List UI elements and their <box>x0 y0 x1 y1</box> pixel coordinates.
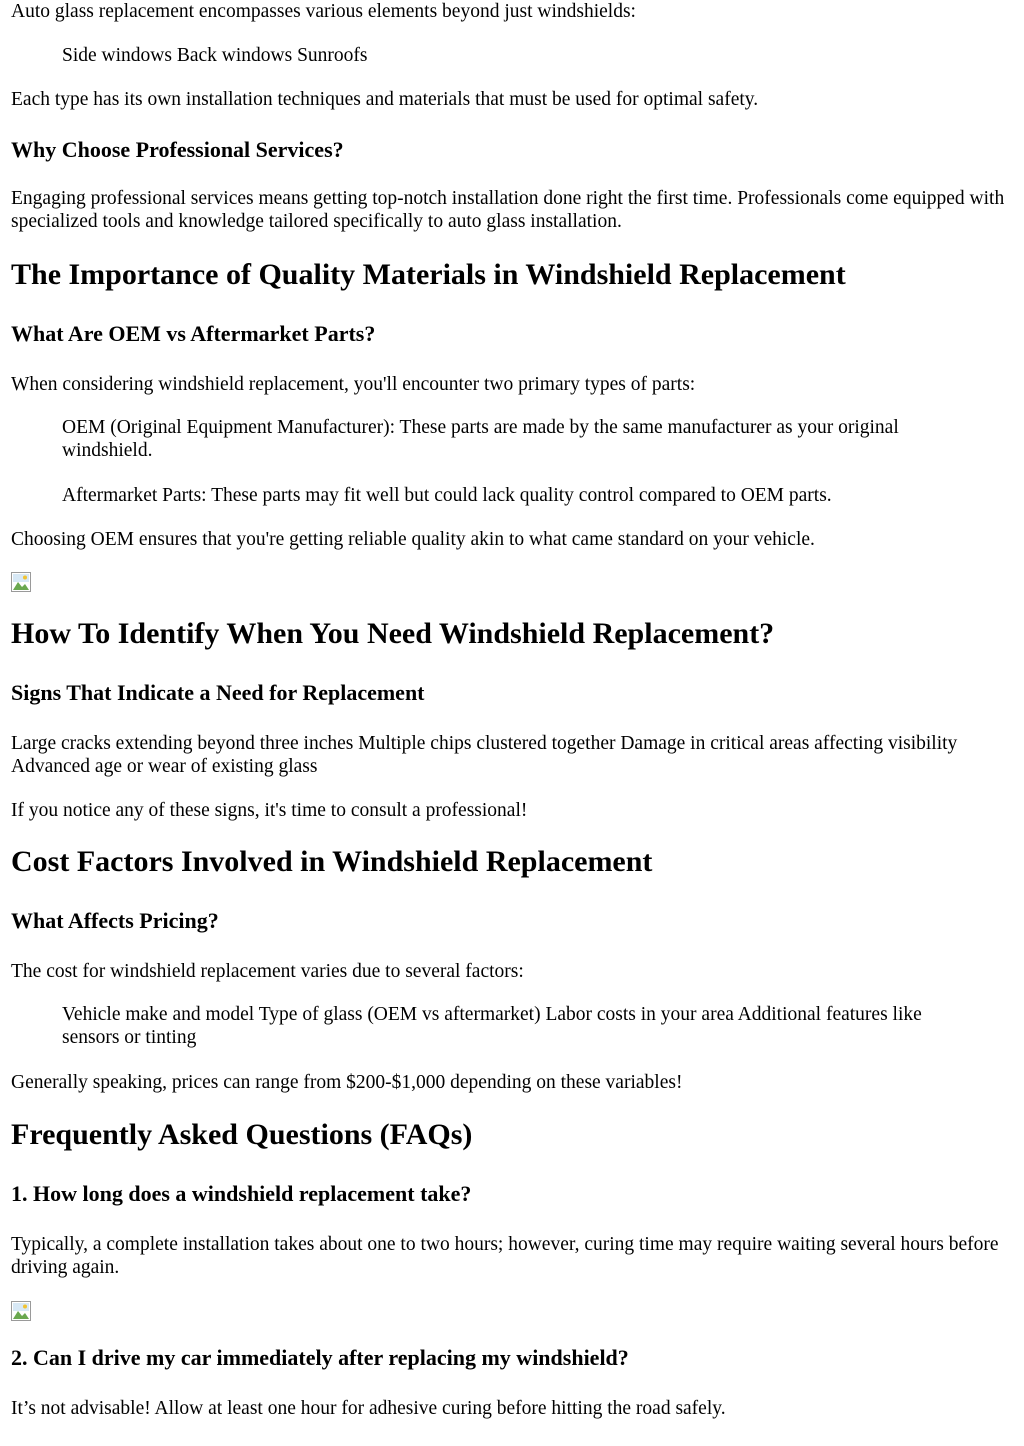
professional-heading: Why Choose Professional Services? <box>11 137 344 162</box>
faq-question-1: 1. How long does a windshield replacement take? <box>11 1181 472 1206</box>
faq-question-2: 2. Can I drive my car immediately after replacing my windshield? <box>11 1345 629 1370</box>
cost-heading: Cost Factors Involved in Windshield Replacement <box>11 845 653 878</box>
cost-intro: The cost for windshield replacement varies due to several factors: <box>11 961 524 982</box>
signs-heading: Signs That Indicate a Need for Replacement <box>11 680 425 705</box>
professional-paragraph: Engaging professional services means getting top-notch installation done right the first time. Professionals come equipped with specialized tools and knowledge tailored specifically to auto glass installation. <box>11 188 1005 232</box>
cost-factors-list: Vehicle make and model Type of glass (OEM vs aftermarket) Labor costs in your area Additional features like sensors or tinting <box>62 1004 922 1048</box>
broken-image-icon <box>11 1301 31 1321</box>
intro-paragraph: Auto glass replacement encompasses various elements beyond just windshields: <box>11 1 636 22</box>
installation-note: Each type has its own installation techniques and materials that must be used for optimal safety. <box>11 89 759 110</box>
identify-heading: How To Identify When You Need Windshield Replacement? <box>11 617 775 650</box>
signs-conclusion: If you notice any of these signs, it's time to consult a professional! <box>11 800 528 821</box>
materials-heading: The Importance of Quality Materials in Windshield Replacement <box>11 258 846 291</box>
signs-list: Large cracks extending beyond three inches Multiple chips clustered together Damage in critical areas affecting visibility Advanced age or wear of existing glass <box>11 733 958 777</box>
oem-conclusion: Choosing OEM ensures that you're getting reliable quality akin to what came standard on your vehicle. <box>11 529 815 550</box>
faq-heading: Frequently Asked Questions (FAQs) <box>11 1118 473 1151</box>
oem-parts-item: OEM (Original Equipment Manufacturer): These parts are made by the same manufacturer as your original windshield. <box>62 417 899 461</box>
parts-intro: When considering windshield replacement, you'll encounter two primary types of parts: <box>11 374 696 395</box>
glass-types-list: Side windows Back windows Sunroofs <box>62 45 368 66</box>
broken-image-icon <box>11 572 31 592</box>
faq-answer-1: Typically, a complete installation takes about one to two hours; however, curing time may require waiting several hours before driving again. <box>11 1234 999 1278</box>
faq-answer-2: It’s not advisable! Allow at least one hour for adhesive curing before hitting the road safely. <box>11 1398 726 1419</box>
aftermarket-parts-item: Aftermarket Parts: These parts may fit well but could lack quality control compared to OEM parts. <box>62 485 832 506</box>
cost-conclusion: Generally speaking, prices can range from $200-$1,000 depending on these variables! <box>11 1072 683 1093</box>
pricing-heading: What Affects Pricing? <box>11 908 219 933</box>
oem-aftermarket-heading: What Are OEM vs Aftermarket Parts? <box>11 321 376 346</box>
